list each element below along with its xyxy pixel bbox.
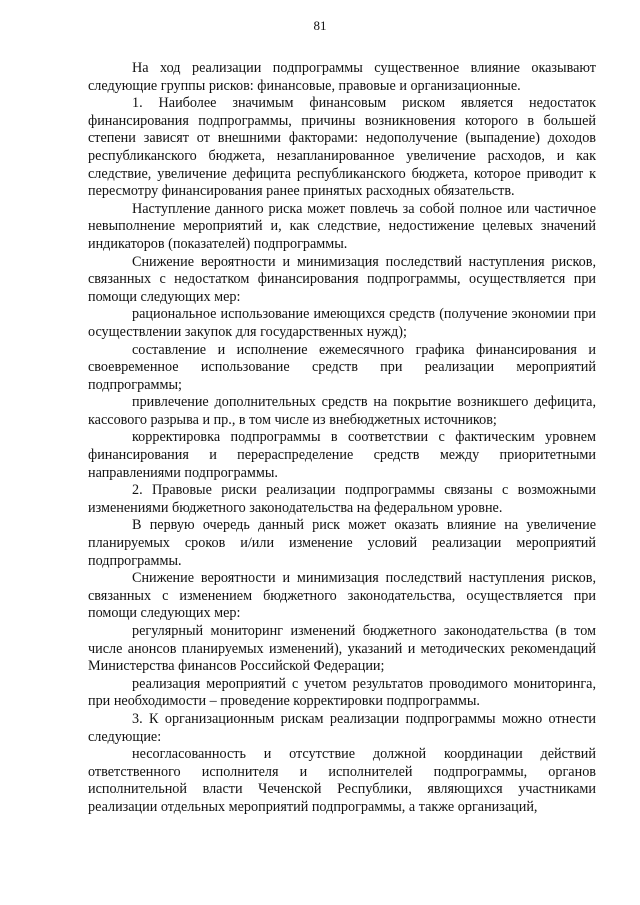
paragraph: Наступление данного риска может повлечь за собой полное или частичное невыполнение мероприятий и, как следствие, недостижение целевых значений индикаторов (показателей) подпрограммы.	[88, 200, 596, 252]
paragraph: корректировка подпрограммы в соответствии с фактическим уровнем финансирования и перераспределение средств между приоритетными направлениями подпрограммы.	[88, 429, 596, 481]
paragraph: несогласованность и отсутствие должной координации действий ответственного исполнителя и исполнителей подпрограммы, органов исполнительной власти Чеченской Республики, являющихся участниками реализации отдельных мероприятий подпрограммы, а также организаций,	[88, 746, 596, 815]
paragraph: Снижение вероятности и минимизация последствий наступления рисков, связанных с недостатком финансирования подпрограммы, осуществляется при помощи следующих мер:	[88, 253, 596, 305]
paragraph: рациональное использование имеющихся средств (получение экономии при осуществлении закупок для государственных нужд);	[88, 306, 596, 340]
paragraph: 3. К организационным рискам реализации подпрограммы можно отнести следующие:	[88, 710, 596, 745]
paragraph: составление и исполнение ежемесячного графика финансирования и своевременное использование средств при реализации мероприятий подпрограммы;	[88, 341, 596, 393]
paragraph: реализация мероприятий с учетом результатов проводимого мониторинга, при необходимости – проведение корректировки подпрограммы.	[88, 675, 596, 710]
paragraph: регулярный мониторинг изменений бюджетного законодательства (в том числе анонсов планируемых изменений), указаний и методических рекомендаций Министерства финансов Российской Федерации;	[88, 623, 596, 675]
paragraph: Снижение вероятности и минимизация последствий наступления рисков, связанных с изменением бюджетного законодательства, осуществляется при помощи следующих мер:	[88, 570, 596, 622]
paragraph: 1. Наиболее значимым финансовым риском является недостаток финансирования подпрограммы, причины возникновения которого в большей степени зависят от внешними факторами: недополучение (выпадение) доходов республиканского бюджета, незапланированное увеличение расходов, и как следствие, увеличение дефицита республиканского бюджета, которое приводит к пересмотру финансирования ранее принятых расходных обязательств.	[88, 95, 596, 200]
document-body	[88, 60, 596, 817]
paragraph: В первую очередь данный риск может оказать влияние на увеличение планируемых сроков и/или изменение условий реализации мероприятий подпрограммы.	[88, 517, 596, 569]
page-number: 81	[313, 18, 327, 33]
paragraph: 2. Правовые риски реализации подпрограммы связаны с возможными изменениями бюджетного законодательства на федеральном уровне.	[88, 482, 596, 516]
paragraph: привлечение дополнительных средств на покрытие возникшего дефицита, кассового разрыва и пр., в том числе из внебюджетных источников;	[88, 394, 596, 428]
paragraph: На ход реализации подпрограммы существенное влияние оказывают следующие группы рисков: финансовые, правовые и организационные.	[88, 60, 596, 94]
